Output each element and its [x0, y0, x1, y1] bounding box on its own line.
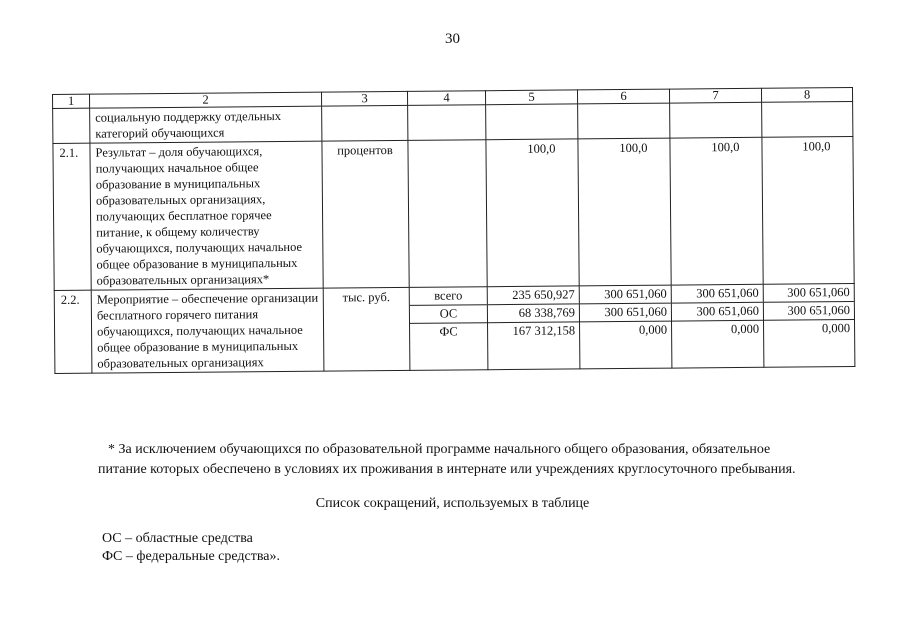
column-header: 1 [53, 94, 90, 108]
value-text: 68 338,769 [488, 304, 579, 323]
unit-cell: процентов [322, 140, 409, 288]
abbreviation-item: ФС – федеральные средства». [102, 549, 280, 564]
source-cell [409, 287, 488, 371]
column-header: 4 [407, 91, 485, 106]
value-cell [763, 284, 855, 368]
source-label: ФС [439, 324, 458, 339]
value-cell [671, 284, 764, 368]
column-header: 5 [485, 90, 577, 105]
value-cell: 100,0 [578, 138, 671, 286]
row-name-cell: социальную поддержку отдельных категорий обучающихся [90, 106, 322, 143]
table-row-2-2 [54, 284, 855, 374]
value-text: 167 312,158 [512, 323, 576, 338]
source-label: всего [410, 287, 487, 306]
unit-cell [322, 105, 408, 141]
abbreviation-item: ОС – областные средства [102, 531, 253, 546]
budget-table [52, 87, 855, 374]
value-text: 300 651,060 [764, 284, 854, 303]
abbreviations-title: Список сокращений, используемых в таблице [315, 496, 590, 511]
column-header: 6 [577, 89, 669, 104]
value-cell [762, 102, 853, 138]
value-text: 300 651,060 [764, 302, 854, 321]
value-text: 300 651,060 [672, 285, 763, 304]
footnote-line-1: * За исключением обучающихся по образовательной программе начального общего образования, обязательное [108, 442, 771, 457]
column-header: 2 [90, 92, 322, 108]
value-cell: 100,0 [670, 137, 763, 285]
source-cell [408, 140, 487, 288]
value-text: 300 651,060 [672, 303, 763, 322]
row-number-cell: 2.2. [54, 290, 92, 373]
row-name-cell: Результат – доля обучающихся, получающих начальное общее образование в муниципальных образовательных организациях, получающих бесплатное горячее питание, к общему количеству обучающихся, получающих начальное общее образование в муниципальных образовательных организациях* [90, 141, 323, 290]
value-text: 0,000 [821, 321, 851, 336]
value-cell [487, 286, 580, 370]
value-cell [578, 103, 670, 139]
value-text: 300 651,060 [580, 286, 671, 305]
column-header: 8 [761, 88, 852, 103]
value-cell [486, 104, 578, 140]
value-text: 235 650,927 [488, 286, 579, 305]
row-name-cell: Мероприятие – обеспечение организации бесплатного горячего питания обучающихся, получающих начальное общее образование в муниципальных образовательных организациях [91, 288, 324, 373]
value-cell [579, 285, 672, 369]
value-text: 300 651,060 [580, 304, 671, 323]
page-number: 30 [445, 31, 460, 47]
value-text: 0,000 [730, 321, 760, 337]
unit-cell: тыс. руб. [323, 287, 410, 371]
column-header: 7 [669, 88, 761, 103]
source-cell [408, 105, 486, 141]
value-cell: 100,0 [486, 139, 579, 287]
table-row-2-1 [53, 137, 854, 291]
value-text: 0,000 [638, 322, 668, 337]
footnote-line-2: питание которых обеспечено в условиях их проживания в интернате или учреждениях круглосуточного пребывания. [98, 462, 796, 477]
value-cell [670, 102, 762, 138]
row-number-cell: 2.1. [53, 143, 91, 290]
value-cell: 100,0 [762, 137, 854, 285]
source-label: ОС [410, 305, 487, 324]
column-header: 3 [321, 91, 407, 106]
row-number-cell [53, 108, 90, 143]
